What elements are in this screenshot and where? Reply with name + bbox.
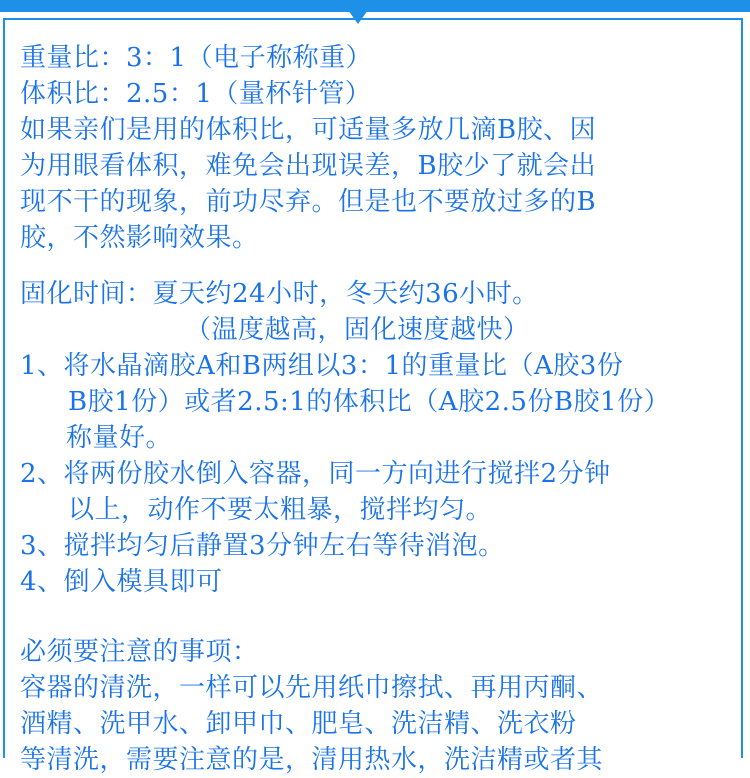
volume-ratio-line: 体积比：2.5：1（量杯针管） (20, 79, 372, 109)
weight-ratio-line: 重量比：3：1（电子称称重） (20, 43, 373, 73)
curing-time-line: 固化时间：夏天约24小时，冬天约36小时。 (20, 279, 539, 309)
step-3-line: 3、搅拌均匀后静置3分钟左右等待消泡。 (20, 531, 505, 561)
note-line-3: 现不干的现象，前功尽弃。但是也不要放过多的B (20, 187, 597, 217)
notice-title: 必须要注意的事项： (20, 637, 259, 667)
step-4-line: 4、倒入模具即可 (20, 567, 223, 597)
step-1-line-3: 称量好。 (66, 423, 173, 453)
notice-line-1: 容器的清洗，一样可以先用纸巾擦拭、再用丙酮、 (20, 673, 604, 703)
step-1-line-1: 1、将水晶滴胶A和B两组以3：1的重量比（A胶3份 (20, 351, 624, 381)
note-line-4: 胶，不然影响效果。 (20, 223, 259, 253)
note-line-1: 如果亲们是用的体积比，可适量多放几滴B胶、因 (20, 115, 597, 145)
step-2-line-1: 2、将两份胶水倒入容器，同一方向进行搅拌2分钟 (20, 459, 611, 489)
top-header-bar (0, 0, 750, 12)
note-line-2: 为用眼看体积，难免会出现误差，B胶少了就会出 (20, 151, 597, 181)
step-1-line-2: B胶1份）或者2.5:1的体积比（A胶2.5份B胶1份） (68, 387, 671, 417)
notice-line-3: 等清洗，需要注意的是，清用热水，洗洁精或者其 (20, 745, 604, 775)
curing-hint-line: （温度越高，固化速度越快） (185, 315, 530, 345)
notice-line-2: 酒精、洗甲水、卸甲巾、肥皂、洗洁精、洗衣粉 (20, 709, 577, 739)
step-2-line-2: 以上，动作不要太粗暴，搅拌均匀。 (68, 495, 493, 525)
